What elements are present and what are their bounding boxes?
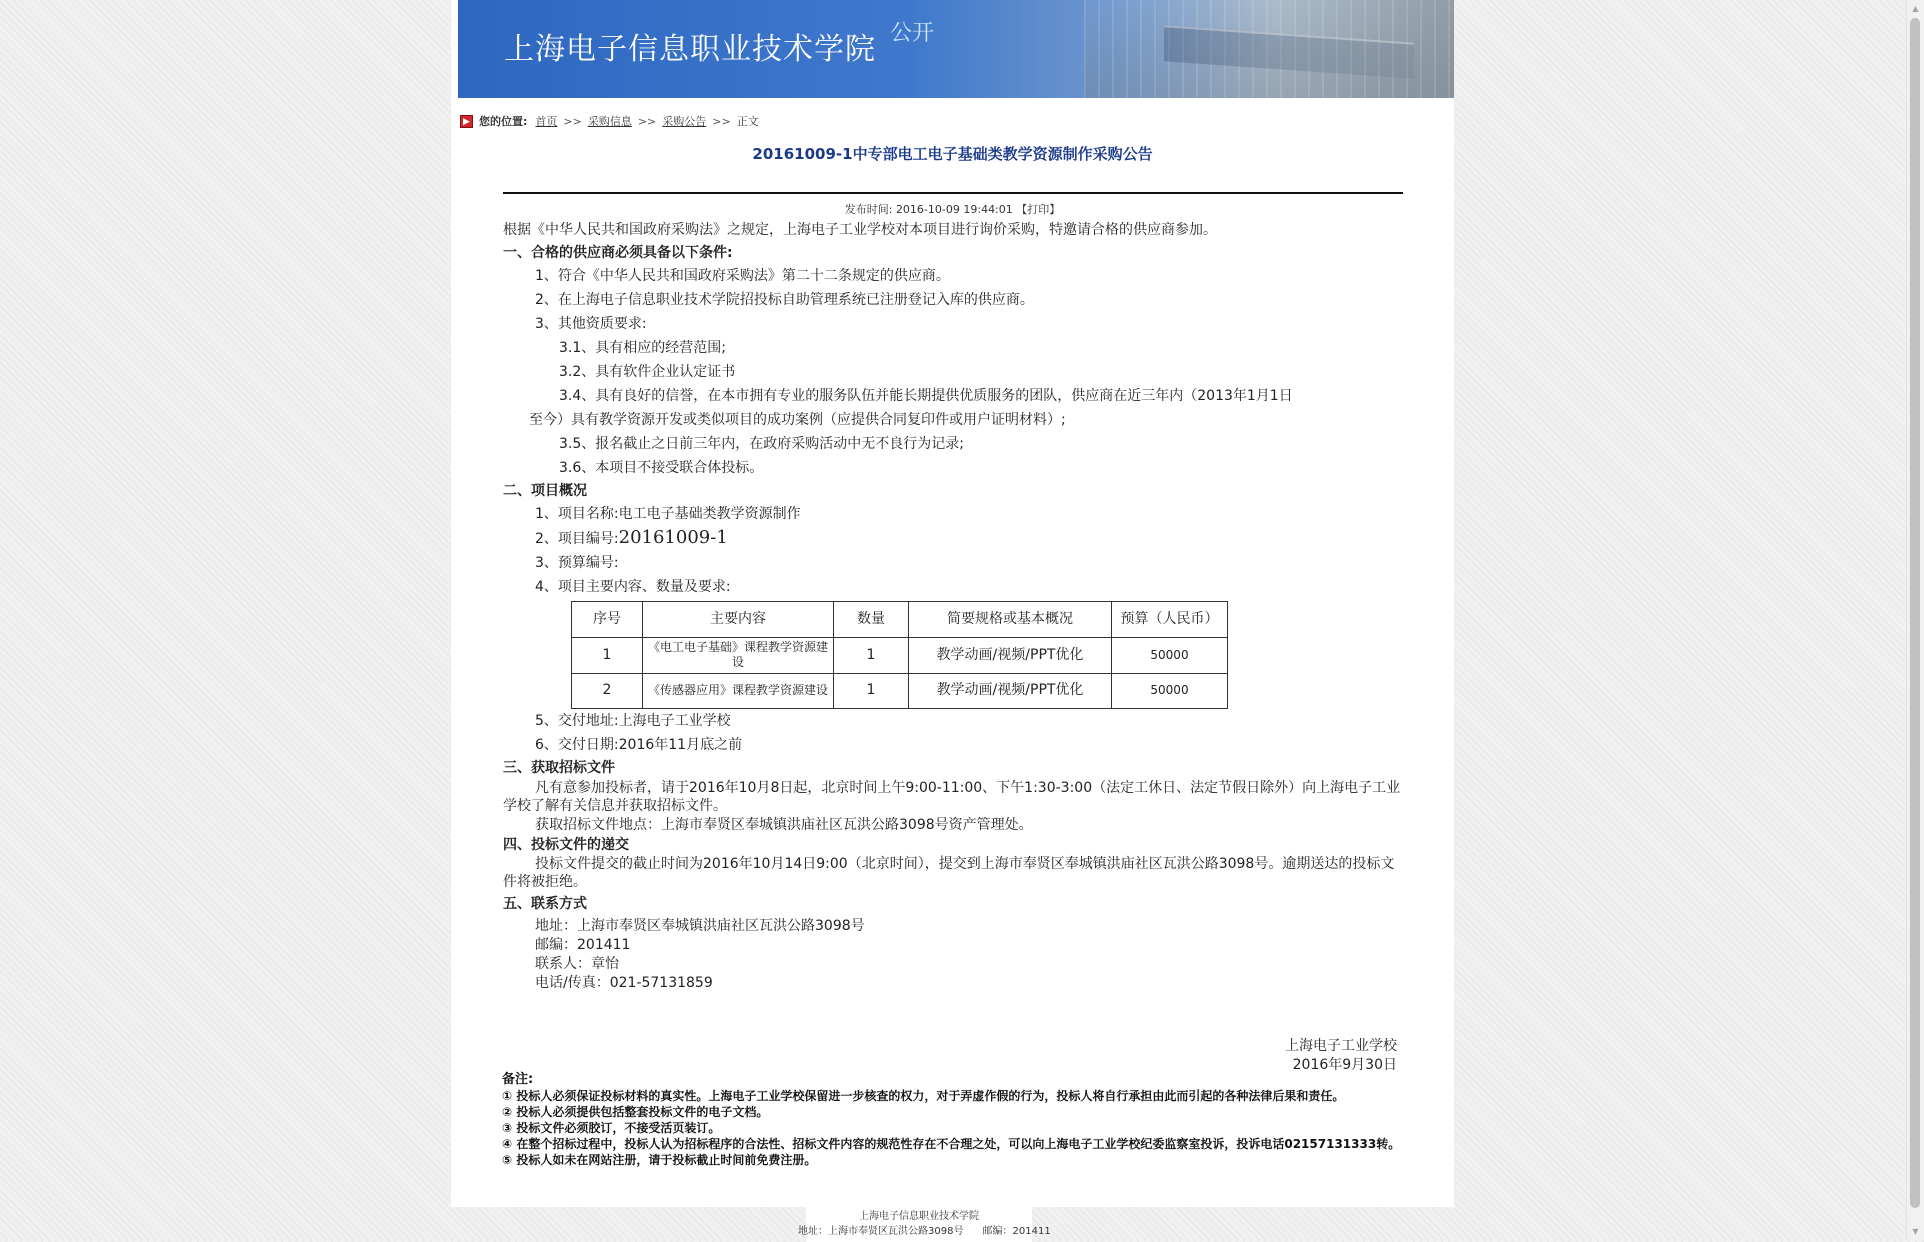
contact-address: 地址：上海市奉贤区奉城镇洪庙社区瓦洪公路3098号 bbox=[535, 918, 865, 934]
contact-phone: 电话/传真：021-57131859 bbox=[535, 975, 713, 991]
project-name-row bbox=[503, 502, 1403, 526]
contact-person: 联系人：章怡 bbox=[535, 956, 619, 972]
contact-zip: 邮编：201411 bbox=[535, 937, 631, 953]
table-header-cell: 主要内容 bbox=[643, 602, 834, 638]
table-cell-no: 2 bbox=[572, 673, 643, 708]
delivery-address-row bbox=[503, 709, 1403, 733]
public-tag: 公开 bbox=[890, 21, 935, 46]
table-row bbox=[572, 638, 1228, 673]
breadcrumb-home-link[interactable]: 首页 bbox=[535, 115, 558, 128]
table-cell-no: 1 bbox=[572, 638, 643, 673]
list-item: 3.1、具有相应的经营范围; bbox=[559, 340, 726, 356]
project-name-label: 1、项目名称: bbox=[535, 506, 619, 522]
note-item: ⑤ 投标人如未在网站注册，请于投标截止时间前免费注册。 bbox=[502, 1153, 817, 1167]
breadcrumb-procurement-info-link[interactable]: 采购信息 bbox=[587, 115, 632, 128]
list-item: 3.6、本项目不接受联合体投标。 bbox=[559, 460, 764, 476]
signature-date: 2016年9月30日 bbox=[1292, 1057, 1397, 1073]
table-cell-spec: 教学动画/视频/PPT优化 bbox=[909, 673, 1112, 708]
notes-block bbox=[502, 1072, 1402, 1168]
table-cell-budget: 50000 bbox=[1112, 638, 1228, 673]
project-number-label: 2、项目编号: bbox=[535, 531, 619, 547]
publish-label: 发布时间: bbox=[844, 203, 893, 216]
breadcrumb-separator: >> bbox=[712, 114, 731, 128]
section-heading: 一、合格的供应商必须具备以下条件: bbox=[503, 245, 733, 261]
page-footer bbox=[798, 1207, 1051, 1242]
list-item: 3.5、报名截止之日前三年内，在政府采购活动中无不良行为记录; bbox=[559, 436, 964, 452]
list-item: 1、符合《中华人民共和国政府采购法》第二十二条规定的供应商。 bbox=[535, 268, 950, 284]
list-item: 3、其他资质要求: bbox=[535, 316, 647, 332]
project-name: 电工电子基础类教学资源制作 bbox=[618, 506, 801, 522]
table-cell-budget: 50000 bbox=[1112, 673, 1228, 708]
table-cell-qty: 1 bbox=[834, 673, 909, 708]
paragraph: 凡有意参加投标者，请于2016年10月8日起，北京时间上午9:00-11:00、下午1:30-3:00（法定工休日、法定节假日除外）向上海电子工业学校了解有关信息并获取招标文件。 bbox=[503, 780, 1401, 814]
table-cell-content: 《电工电子基础》课程教学资源建设 bbox=[643, 638, 834, 673]
publish-meta bbox=[451, 201, 1454, 217]
table-header-row bbox=[572, 602, 1228, 638]
note-item: ② 投标人必须提供包括整套投标文件的电子文档。 bbox=[502, 1105, 769, 1119]
footer-org: 上海电子信息职业技术学院 bbox=[859, 1211, 979, 1222]
title-divider bbox=[503, 192, 1403, 194]
arrow-icon: ▶ bbox=[460, 115, 473, 128]
delivery-address: 上海电子工业学校 bbox=[618, 713, 731, 729]
requirements-table bbox=[571, 601, 1228, 709]
breadcrumb-procurement-notice-link[interactable]: 采购公告 bbox=[662, 115, 707, 128]
scroll-up-icon[interactable]: ▲ bbox=[1912, 4, 1919, 13]
breadcrumb-label: 您的位置: bbox=[479, 115, 528, 128]
delivery-address-label: 5、交付地址: bbox=[535, 713, 619, 729]
signature-org: 上海电子工业学校 bbox=[1285, 1038, 1397, 1054]
paragraph: 投标文件提交的截止时间为2016年10月14日9:00（北京时间），提交到上海市奉贤区奉城镇洪庙社区瓦洪公路3098号。逾期送达的投标文件将被拒绝。 bbox=[503, 856, 1395, 890]
project-number-row bbox=[503, 526, 1403, 551]
footer-address-row bbox=[798, 1224, 1051, 1239]
section-heading: 三、获取招标文件 bbox=[503, 760, 615, 776]
table-cell-qty: 1 bbox=[834, 638, 909, 673]
scroll-down-icon[interactable]: ▼ bbox=[1912, 1227, 1919, 1236]
footer-address: 地址：上海市奉贤区瓦洪公路3098号 bbox=[798, 1226, 964, 1237]
note-item: ① 投标人必须保证投标材料的真实性。上海电子工业学校保留进一步核查的权力，对于弄虚作假的行为，投标人将自行承担由此而引起的各种法律后果和责任。 bbox=[502, 1089, 1345, 1103]
notes-heading: 备注: bbox=[502, 1072, 534, 1087]
page-container bbox=[451, 0, 1454, 1207]
list-item: 至今）具有教学资源开发或类似项目的成功案例（应提供合同复印件或用户证明材料）; bbox=[529, 412, 1066, 428]
note-item: ③ 投标文件必须胶订，不接受活页装订。 bbox=[502, 1121, 721, 1135]
delivery-date: 2016年11月底之前 bbox=[618, 737, 743, 753]
delivery-date-label: 6、交付日期: bbox=[535, 737, 619, 753]
print-link[interactable]: 【打印】 bbox=[1016, 203, 1061, 216]
note-item: ④ 在整个招标过程中，投标人认为招标程序的合法性、招标文件内容的规范性存在不合理之处，可以向上海电子工业学校纪委监察室投诉，投诉电话02157131333转。 bbox=[502, 1137, 1401, 1151]
header-banner bbox=[458, 0, 1454, 98]
section-heading: 四、投标文件的递交 bbox=[503, 837, 629, 853]
table-cell-spec: 教学动画/视频/PPT优化 bbox=[909, 638, 1112, 673]
section-heading: 五、联系方式 bbox=[503, 896, 587, 912]
table-header-cell: 预算（人民币） bbox=[1112, 602, 1228, 638]
scrollbar-thumb[interactable] bbox=[1910, 18, 1920, 1208]
table-header-cell: 数量 bbox=[834, 602, 909, 638]
list-item: 3.2、具有软件企业认定证书 bbox=[559, 364, 736, 380]
delivery-date-row bbox=[503, 733, 1403, 757]
project-number: 20161009-1 bbox=[618, 527, 728, 548]
table-cell-content: 《传感器应用》课程教学资源建设 bbox=[643, 673, 834, 708]
footer-zip: 邮编：201411 bbox=[982, 1226, 1051, 1237]
publish-time: 2016-10-09 19:44:01 bbox=[895, 203, 1013, 216]
project-content-label: 4、项目主要内容、数量及要求: bbox=[535, 579, 731, 595]
paragraph: 获取招标文件地点：上海市奉贤区奉城镇洪庙社区瓦洪公路3098号资产管理处。 bbox=[535, 817, 1033, 833]
table-row bbox=[572, 673, 1228, 708]
breadcrumb-current: 正文 bbox=[736, 115, 759, 128]
budget-number-row: 3、预算编号: bbox=[535, 555, 619, 571]
breadcrumb-separator: >> bbox=[563, 114, 582, 128]
article-title: 20161009-1中专部电工电子基础类教学资源制作采购公告 bbox=[752, 145, 1153, 163]
section-heading: 二、项目概况 bbox=[503, 483, 587, 499]
intro-paragraph: 根据《中华人民共和国政府采购法》之规定，上海电子工业学校对本项目进行询价采购，特邀请合格的供应商参加。 bbox=[503, 222, 1217, 238]
breadcrumb bbox=[460, 113, 759, 129]
signature-block bbox=[1285, 1037, 1397, 1075]
list-item: 2、在上海电子信息职业技术学院招投标自助管理系统已注册登记入库的供应商。 bbox=[535, 292, 1034, 308]
table-header-cell: 简要规格或基本概况 bbox=[909, 602, 1112, 638]
school-name: 上海电子信息职业技术学院 bbox=[504, 32, 876, 67]
list-item: 3.4、具有良好的信誉，在本市拥有专业的服务队伍并能长期提供优质服务的团队，供应商在近三年内（2013年1月1日 bbox=[559, 388, 1293, 404]
breadcrumb-separator: >> bbox=[637, 114, 657, 128]
vertical-scrollbar[interactable] bbox=[1906, 0, 1924, 1240]
table-header-cell: 序号 bbox=[572, 602, 643, 638]
